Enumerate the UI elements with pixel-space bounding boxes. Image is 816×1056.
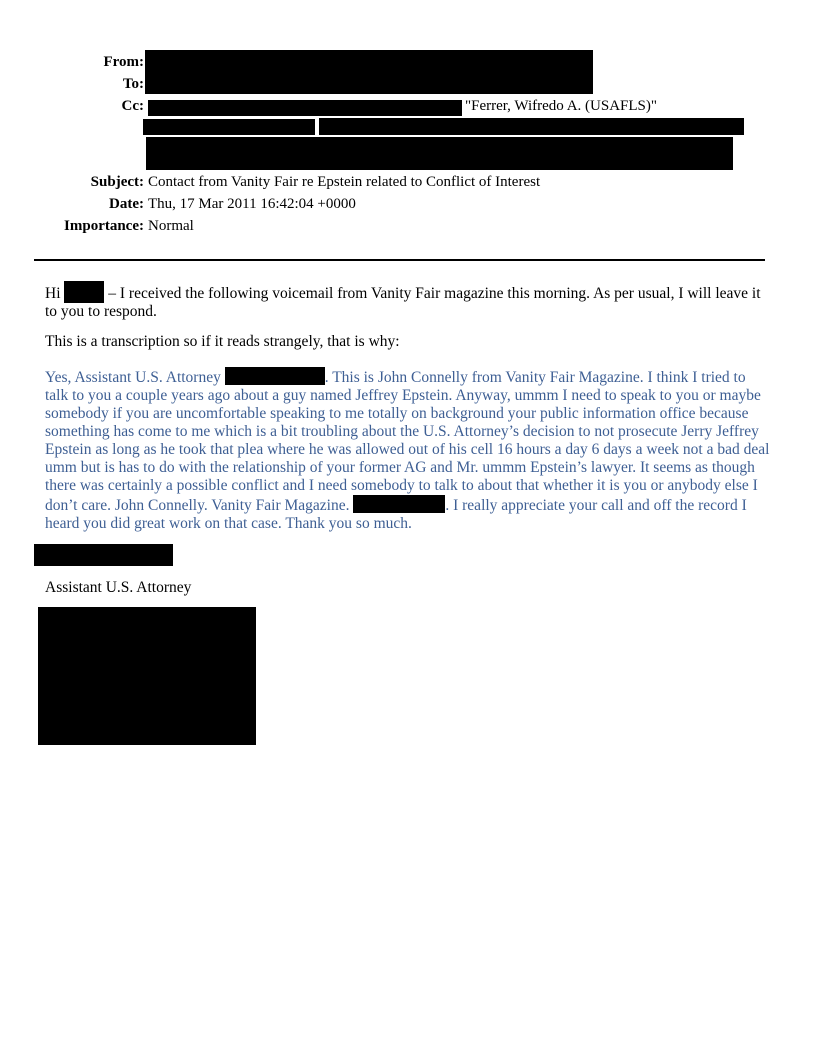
phone-number-redaction <box>353 495 445 513</box>
signature-name-redaction <box>34 544 173 566</box>
voicemail-transcript <box>45 367 770 533</box>
greeting-start: Hi <box>45 285 61 302</box>
cc-redaction-3 <box>319 118 744 135</box>
cc-label: Cc: <box>121 98 144 114</box>
recipient-name-redaction <box>64 281 104 303</box>
to-redaction <box>145 72 593 94</box>
voicemail-part-1: Yes, Assistant U.S. Attorney <box>45 369 225 386</box>
date-value: Thu, 17 Mar 2011 16:42:04 +0000 <box>148 196 356 212</box>
transcription-note: This is a transcription so if it reads strangely, that is why: <box>45 333 400 350</box>
subject-value: Contact from Vanity Fair re Epstein related to Conflict of Interest <box>148 174 541 190</box>
header-divider <box>34 259 765 261</box>
importance-label: Importance: <box>64 218 144 234</box>
greeting-rest: – I received the following voicemail from Vanity Fair magazine this morning. As per usual, I will leave it to you to respond. <box>45 285 761 320</box>
signature-block-redaction <box>38 607 256 745</box>
signature-title: Assistant U.S. Attorney <box>45 579 192 596</box>
greeting-paragraph <box>45 281 770 321</box>
voicemail-part-3: . I really appreciate your call and off the record I heard you did great work on that case. Thank you so much. <box>45 497 747 532</box>
subject-label: Subject: <box>90 174 144 190</box>
aua-name-redaction <box>225 367 325 385</box>
from-label: From: <box>103 54 144 70</box>
importance-value: Normal <box>148 218 194 234</box>
from-redaction <box>145 50 593 72</box>
date-label: Date: <box>109 196 144 212</box>
voicemail-part-2: . This is John Connelly from Vanity Fair Magazine. I think I tried to talk to you a couple years ago about a guy named Jeffrey Epstein. Anyway, ummm I need to speak to you or maybe somebody if you are uncomfortable speaking to me totally on background your public information office because something has come to me which is a bit troubling about the U.S. Attorney’s decision to not prosecute Jerry Jeffrey Epstein as long as he took that plea where he was allowed out of his cell 16 hours a day 6 days a week not a bad deal umm but is has to do with the relationship of your former AG and Mr. ummm Epstein’s lawyer. It seems as though there was certainly a possible conflict and I need somebody to talk to about that whether it is you or anybody else I don’t care. John Connelly. Vanity Fair Magazine. <box>45 369 770 514</box>
to-label: To: <box>122 76 144 92</box>
cc-visible-recipient: "Ferrer, Wifredo A. (USAFLS)" <box>465 98 657 114</box>
cc-redaction-1 <box>148 100 462 116</box>
cc-redaction-2 <box>143 119 315 135</box>
cc-redaction-4 <box>146 137 733 170</box>
